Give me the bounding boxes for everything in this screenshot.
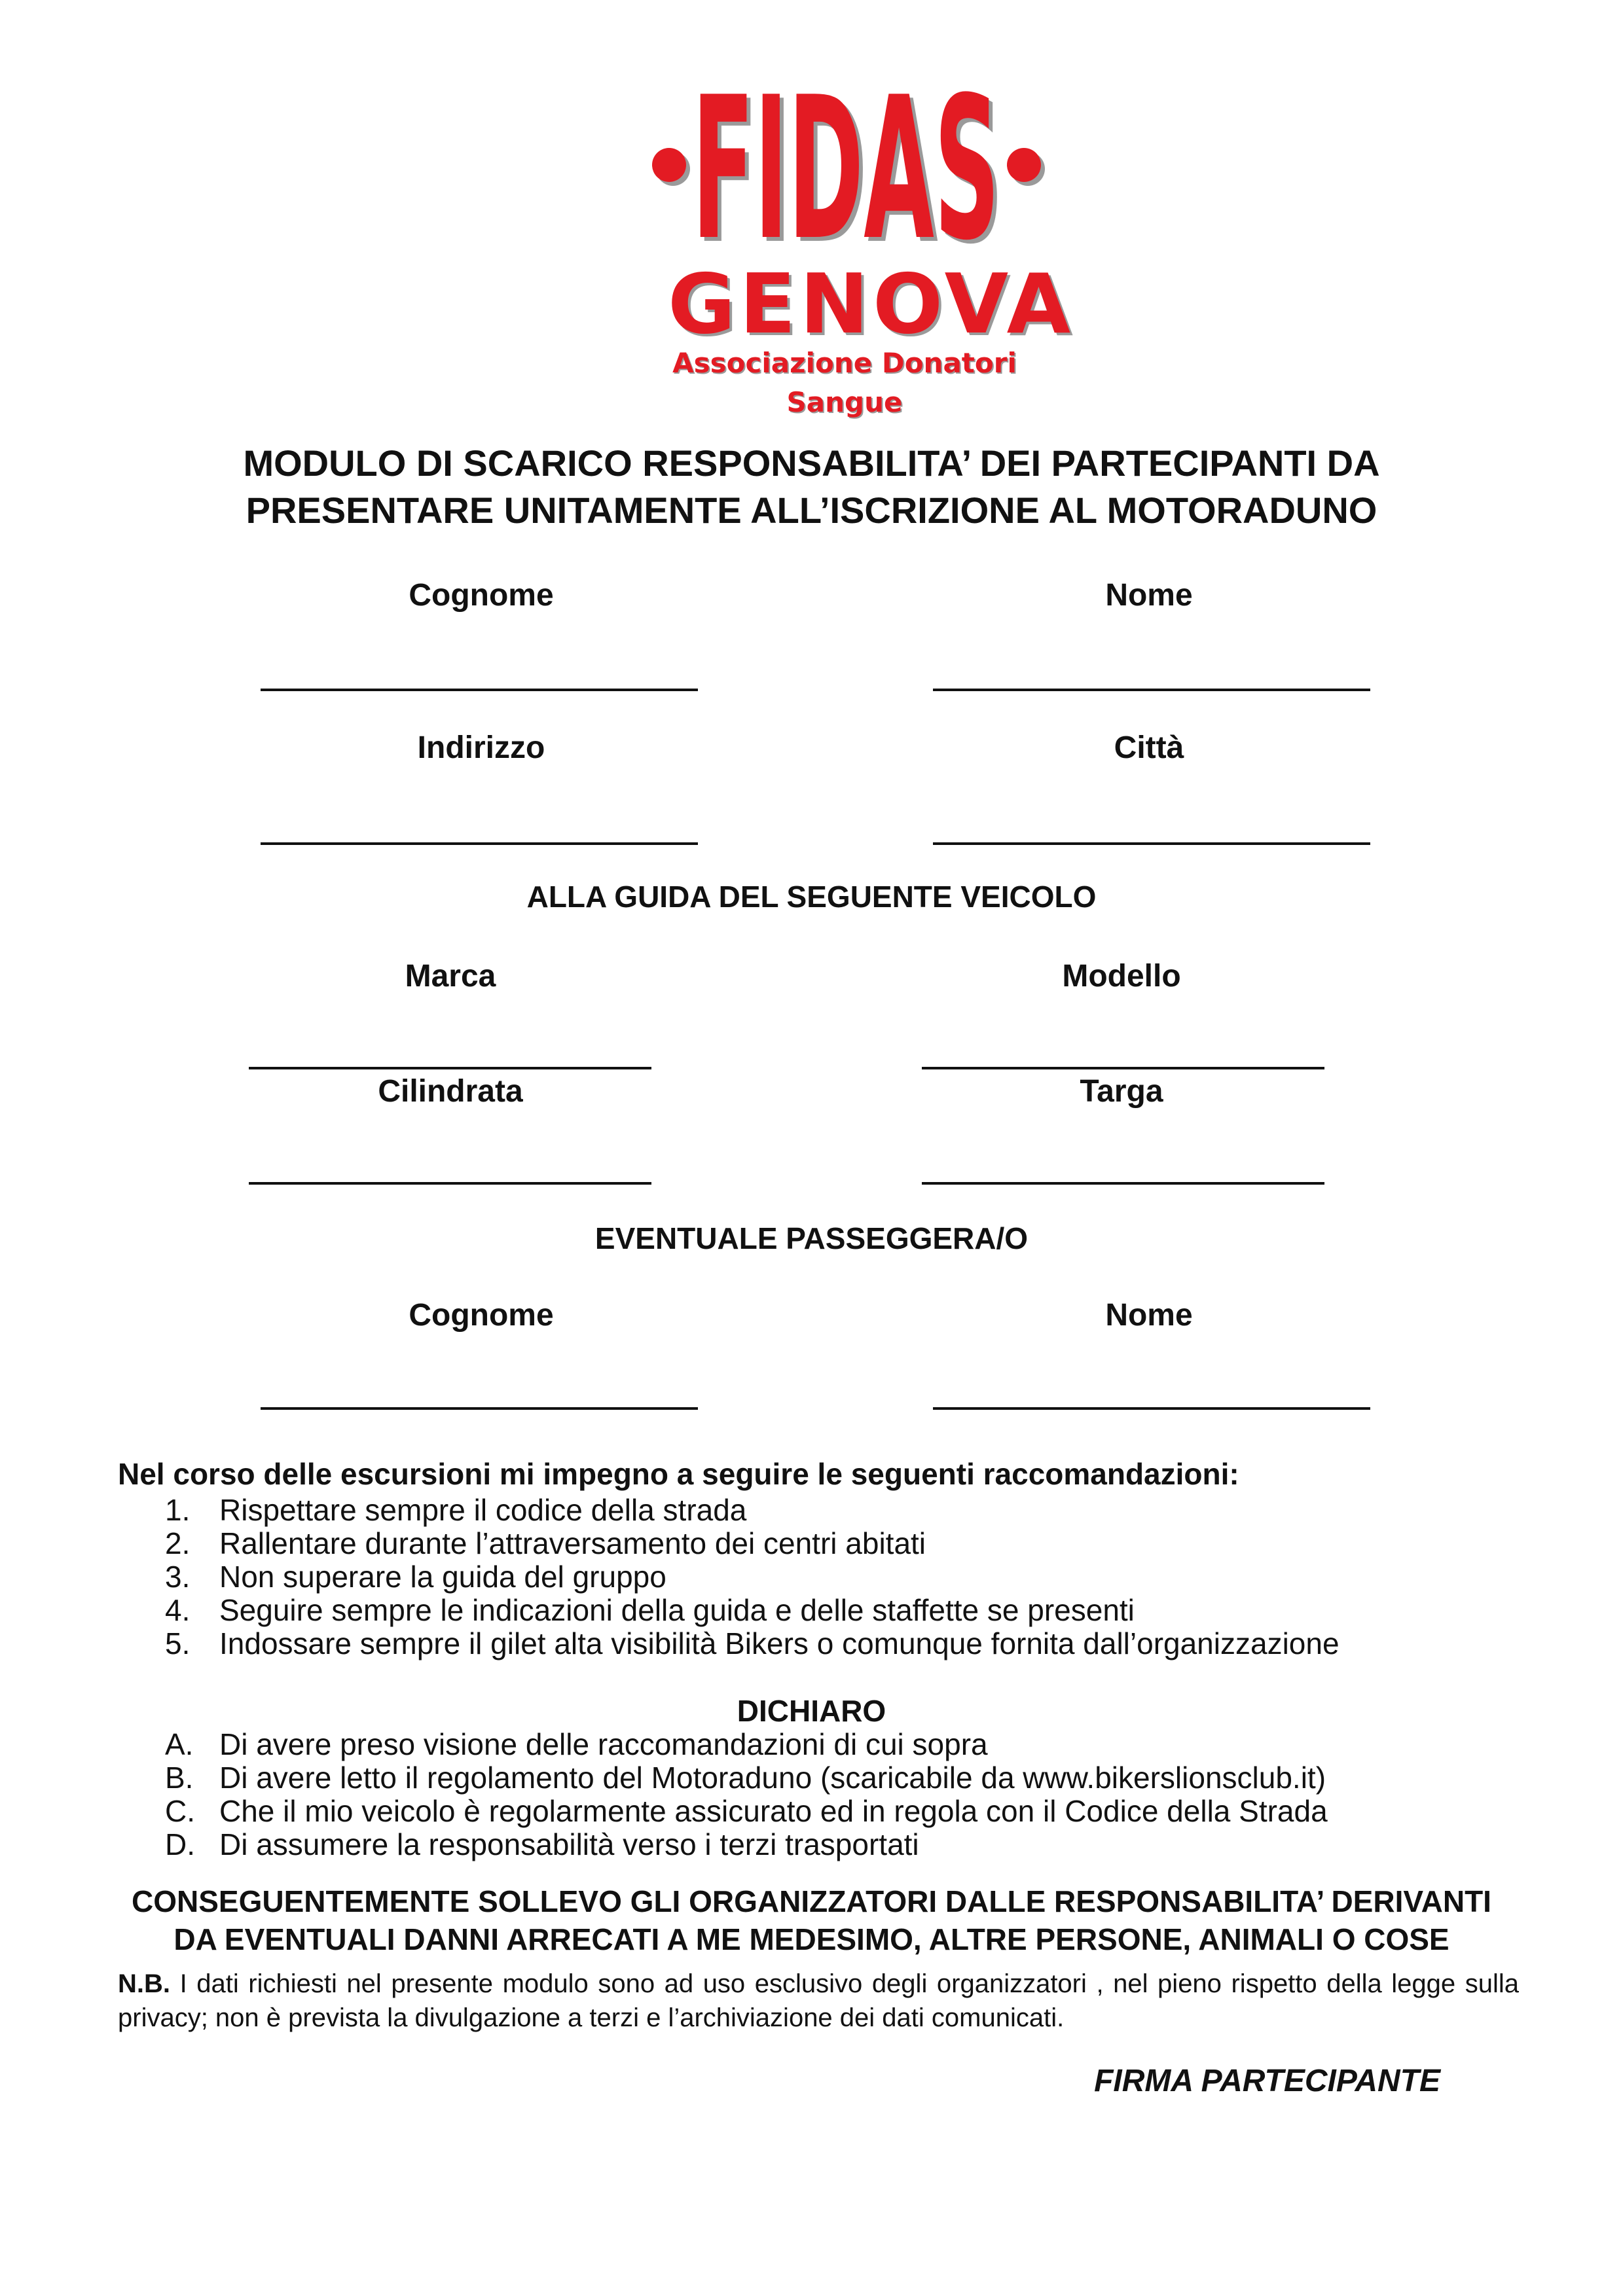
list-item [118,1594,1340,1627]
list-item-number: 3. [165,1560,191,1594]
list-item [118,1627,1340,1660]
fidas-logo-text: FIDAS [696,72,1004,268]
liability-release-statement [98,1882,1525,1958]
privacy-note [118,1967,1519,2035]
list-item-text: Che il mio veicolo è regolarmente assicurato ed in regola con il Codice della Strada [219,1794,1328,1828]
form-title-line-1: MODULO DI SCARICO RESPONSABILITA’ DEI PARTECIPANTI DA [243,442,1380,484]
liability-release-line-2: DA EVENTUALI DANNI ARRECATI A ME MEDESIMO, ALTRE PERSONE, ANIMALI O COSE [173,1922,1450,1956]
list-item-number: 2. [165,1526,191,1560]
participant-address-field[interactable] [261,842,698,845]
list-item-text: Rispettare sempre il codice della strada [219,1493,747,1527]
list-item-number: 4. [165,1593,191,1627]
vehicle-plate-field[interactable] [922,1182,1324,1185]
passenger-name-field[interactable] [933,1407,1370,1410]
list-item-letter: B. [165,1761,194,1795]
participant-surname-label: Cognome [409,578,554,613]
vehicle-displacement-field[interactable] [249,1182,651,1185]
participant-city-field[interactable] [933,842,1370,845]
list-item-text: Non superare la guida del gruppo [219,1560,666,1594]
declaration-list [118,1728,1328,1861]
vehicle-heading: ALLA GUIDA DEL SEGUENTE VEICOLO [526,880,1097,914]
list-item [118,1795,1328,1828]
list-item [118,1828,1328,1861]
passenger-heading: EVENTUALE PASSEGGERA/O [594,1221,1029,1255]
form-title-line-2: PRESENTARE UNITAMENTE ALL’ISCRIZIONE AL MOTORADUNO [246,490,1377,531]
privacy-note-prefix: N.B. [118,1969,170,1998]
participant-name-label: Nome [1105,578,1193,613]
logo-tagline: Associazione Donatori Sangue [672,347,1017,418]
list-item-text: Seguire sempre le indicazioni della guida e delle staffette se presenti [219,1593,1135,1627]
list-item-number: 5. [165,1626,191,1660]
participant-city-label: Città [1114,730,1184,765]
liability-release-line-1: CONSEGUENTEMENTE SOLLEVO GLI ORGANIZZATORI DALLE RESPONSABILITA’ DERIVANTI [132,1884,1491,1918]
passenger-name-label: Nome [1105,1298,1193,1333]
fidas-logo-mark [642,72,1048,268]
logo-city: GENOVA [668,256,1075,352]
vehicle-brand-field[interactable] [249,1067,651,1069]
list-item-text: Rallentare durante l’attraversamento dei centri abitati [219,1526,926,1560]
form-title [131,440,1492,534]
participant-address-label: Indirizzo [417,730,545,765]
declaration-heading: DICHIARO [737,1694,886,1728]
list-item-text: Di avere preso visione delle raccomandazioni di cui sopra [219,1727,988,1761]
list-item [118,1761,1328,1795]
vehicle-model-field[interactable] [922,1067,1324,1069]
vehicle-plate-label: Targa [1080,1074,1163,1109]
privacy-note-text: I dati richiesti nel presente modulo sono ad uso esclusivo degli organizzatori , nel pieno rispetto della legge sulla privacy; non è prevista la divulgazione a terzi e l’archiviazione dei dati comunicati. [118,1969,1519,2032]
fidas-logo-text-front: FIDAS [692,72,1000,268]
list-item [118,1560,1340,1594]
vehicle-displacement-label: Cilindrata [378,1074,523,1109]
fidas-genova-logo [642,72,1075,418]
list-item [118,1728,1328,1761]
recommendations-list [118,1494,1340,1660]
list-item-text: Di assumere la responsabilità verso i terzi trasportati [219,1827,919,1861]
list-item-text: Di avere letto il regolamento del Motoraduno (scaricabile da www.bikerslionsclub.it) [219,1761,1326,1795]
list-item [118,1527,1340,1560]
passenger-surname-label: Cognome [409,1298,554,1333]
list-item-letter: C. [165,1794,195,1828]
vehicle-brand-label: Marca [405,959,496,994]
list-item-letter: D. [165,1827,195,1861]
vehicle-model-label: Modello [1062,959,1181,994]
passenger-surname-field[interactable] [261,1407,698,1410]
list-item [118,1494,1340,1527]
list-item-text: Indossare sempre il gilet alta visibilità Bikers o comunque fornita dall’organizzazione [219,1626,1340,1660]
list-item-letter: A. [165,1727,194,1761]
participant-surname-field[interactable] [261,689,698,691]
participant-name-field[interactable] [933,689,1370,691]
list-item-number: 1. [165,1493,191,1527]
participant-signature-label: FIRMA PARTECIPANTE [1094,2064,1440,2098]
recommendations-intro: Nel corso delle escursioni mi impegno a seguire le seguenti raccomandazioni: [118,1457,1239,1491]
